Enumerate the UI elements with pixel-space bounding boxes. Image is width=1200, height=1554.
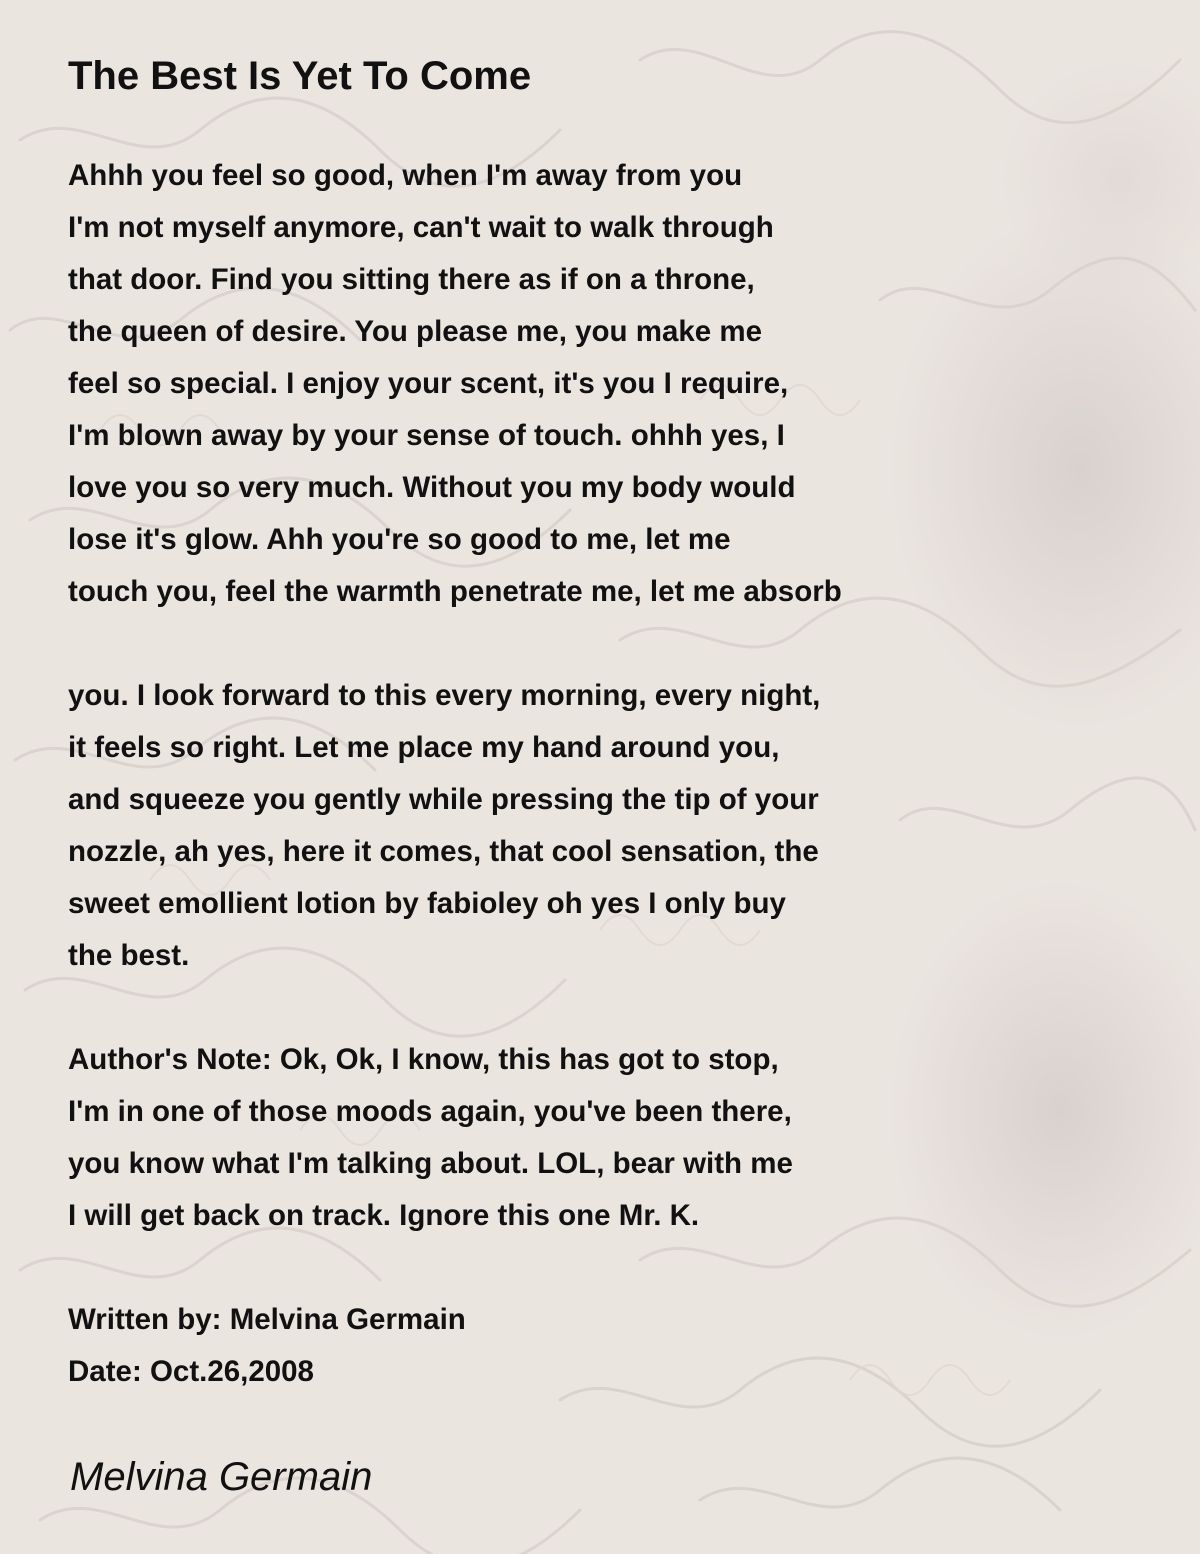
- poem-title: The Best Is Yet To Come: [68, 54, 532, 98]
- stanza-1: [68, 150, 842, 618]
- written-by: Written by: Melvina Germain: [68, 1303, 466, 1336]
- byline: [68, 1294, 466, 1398]
- note-line: I'm in one of those moods again, you've been there,: [68, 1095, 792, 1128]
- poem-line: it feels so right. Let me place my hand around you,: [68, 731, 780, 764]
- note-line: you know what I'm talking about. LOL, bear with me: [68, 1147, 793, 1180]
- stanza-2: [68, 670, 820, 982]
- date-line: Date: Oct.26,2008: [68, 1355, 314, 1388]
- poem-line: sweet emollient lotion by fabioley oh yes I only buy: [68, 887, 786, 920]
- authors-note: [68, 1034, 793, 1242]
- note-line: I will get back on track. Ignore this one Mr. K.: [68, 1199, 700, 1232]
- poem-line: I'm not myself anymore, can't wait to walk through: [68, 211, 774, 244]
- poem-line: feel so special. I enjoy your scent, it's you I require,: [68, 367, 789, 400]
- poem-line: that door. Find you sitting there as if on a throne,: [68, 263, 755, 296]
- author-signature: Melvina Germain: [70, 1455, 373, 1499]
- poem-line: and squeeze you gently while pressing the tip of your: [68, 783, 819, 816]
- poem-line: lose it's glow. Ahh you're so good to me, let me: [68, 523, 731, 556]
- poem-line: Ahhh you feel so good, when I'm away from you: [68, 159, 743, 192]
- poem-line: you. I look forward to this every morning, every night,: [68, 679, 821, 712]
- poem-line: I'm blown away by your sense of touch. ohhh yes, I: [68, 419, 785, 452]
- poem-line: the queen of desire. You please me, you make me: [68, 315, 763, 348]
- poem-line: the best.: [68, 939, 190, 972]
- note-line: Author's Note: Ok, Ok, I know, this has got to stop,: [68, 1043, 779, 1076]
- poem-line: nozzle, ah yes, here it comes, that cool sensation, the: [68, 835, 819, 868]
- poem-line: touch you, feel the warmth penetrate me, let me absorb: [68, 575, 842, 608]
- poem-line: love you so very much. Without you my body would: [68, 471, 796, 504]
